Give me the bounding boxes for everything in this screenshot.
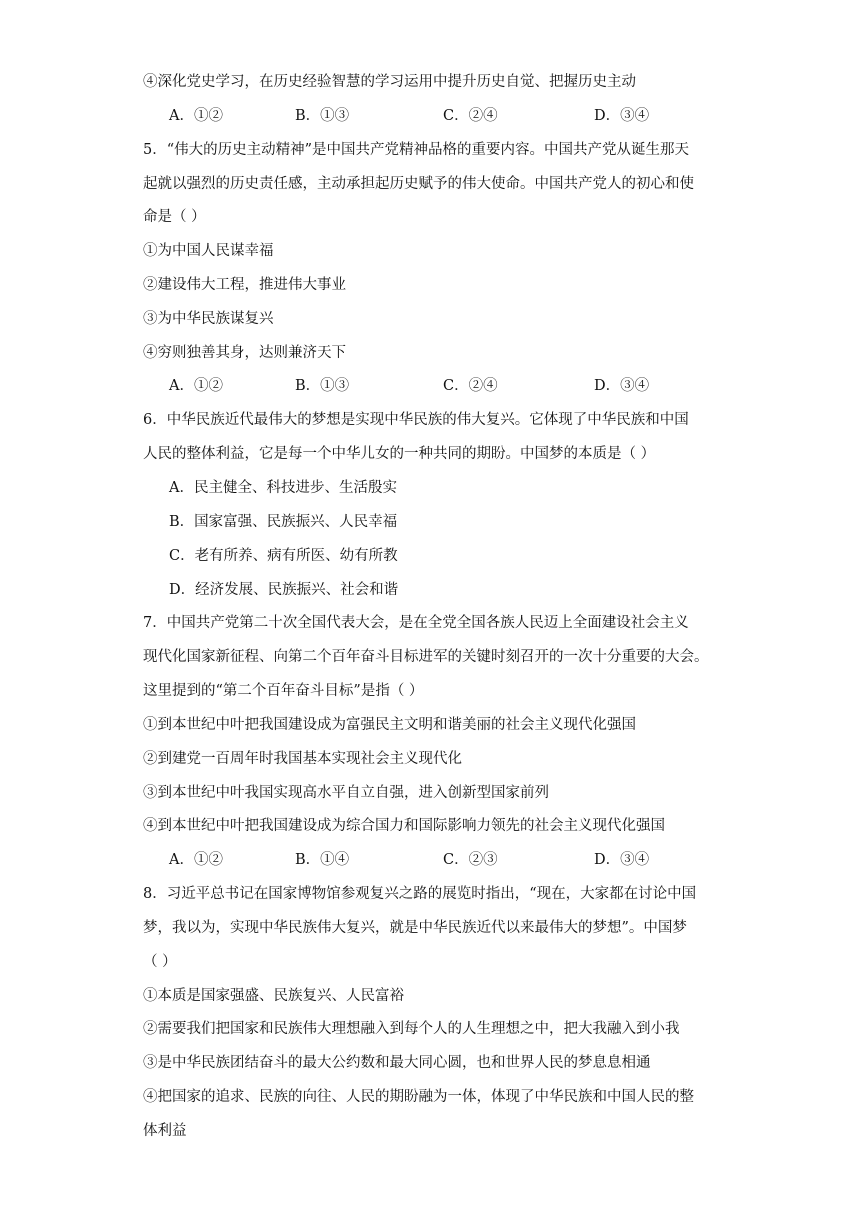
q6-stem-line-1: 6．中华民族近代最伟大的梦想是实现中华民族的伟大复兴。它体现了中华民族和中国 [143,412,689,428]
q6-option-b: B．国家富强、民族振兴、人民幸福 [169,514,398,530]
q7-option-a: A．①② [169,852,223,868]
q5-stem-line-2: 起就以强烈的历史责任感，主动承担起历史赋予的伟大使命。中国共产党人的初心和使 [143,176,694,192]
q5-options [169,376,689,396]
q7-statement-3: ③到本世纪中叶我国实现高水平自立自强，进入创新型国家前列 [143,785,549,801]
q6-option-d: D．经济发展、民族振兴、社会和谐 [169,582,399,598]
q5-option-b: B．①③ [295,378,350,394]
q8-statement-1: ①本质是国家强盛、民族复兴、人民富裕 [143,988,404,1004]
q6-option-c: C．老有所养、病有所医、幼有所教 [169,548,398,564]
q8-stem-line-2: 梦，我以为，实现中华民族伟大复兴，就是中华民族近代以来最伟大的梦想”。中国梦 [143,920,687,936]
q5-stem-line-1: 5．“伟大的历史主动精神”是中国共产党精神品格的重要内容。中国共产党从诞生那天 [143,142,690,158]
q7-options [169,850,689,870]
q5-statement-3: ③为中华民族谋复兴 [143,311,274,327]
q8-statement-2: ②需要我们把国家和民族伟大理想融入到每个人的人生理想之中，把大我融入到小我 [143,1021,680,1037]
q5-stem-line-3: 命是（ ） [143,209,206,225]
q7-stem-line-3: 这里提到的“第二个百年奋斗目标”是指（ ） [143,683,424,699]
q4-options [169,106,689,126]
q7-statement-1: ①到本世纪中叶把我国建设成为富强民主文明和谐美丽的社会主义现代化强国 [143,717,636,733]
q6-option-a: A．民主健全、科技进步、生活殷实 [169,480,397,496]
q7-stem-line-2: 现代化国家新征程、向第二个百年奋斗目标进军的关键时刻召开的一次十分重要的大会。 [143,649,709,665]
q7-option-d: D．③④ [594,852,650,868]
q7-statement-4: ④到本世纪中叶把我国建设成为综合国力和国际影响力领先的社会主义现代化强国 [143,818,665,834]
q5-option-c: C．②④ [443,378,498,394]
q8-statement-4-cont: 体利益 [143,1123,187,1139]
q5-option-a: A．①② [169,378,223,394]
q7-stem-line-1: 7．中国共产党第二十次全国代表大会，是在全党全国各族人民迈上全面建设社会主义 [143,615,689,631]
q5-option-d: D．③④ [594,378,650,394]
q4-option-a: A．①② [169,108,223,124]
q5-statement-2: ②建设伟大工程，推进伟大事业 [143,277,346,293]
q5-statement-4: ④穷则独善其身，达则兼济天下 [143,345,346,361]
q6-stem-line-2: 人民的整体利益，它是每一个中华儿女的一种共同的期盼。中国梦的本质是（ ） [143,446,656,462]
q4-option-d: D．③④ [594,108,650,124]
q8-statement-3: ③是中华民族团结奋斗的最大公约数和最大同心圆，也和世界人民的梦息息相通 [143,1055,651,1071]
q7-statement-2: ②到建党一百周年时我国基本实现社会主义现代化 [143,751,462,767]
q7-option-c: C．②③ [443,852,498,868]
q8-stem-line-3: （ ） [143,954,177,970]
q4-statement-4: ④深化党史学习，在历史经验智慧的学习运用中提升历史自觉、把握历史主动 [143,74,636,90]
q5-statement-1: ①为中国人民谋幸福 [143,243,274,259]
q4-option-b: B．①③ [295,108,350,124]
q7-option-b: B．①④ [295,852,350,868]
q8-statement-4: ④把国家的追求、民族的向往、人民的期盼融为一体，体现了中华民族和中国人民的整 [143,1089,694,1105]
q4-option-c: C．②④ [443,108,498,124]
q8-stem-line-1: 8．习近平总书记在国家博物馆参观复兴之路的展览时指出，“现在，大家都在讨论中国 [143,886,697,902]
